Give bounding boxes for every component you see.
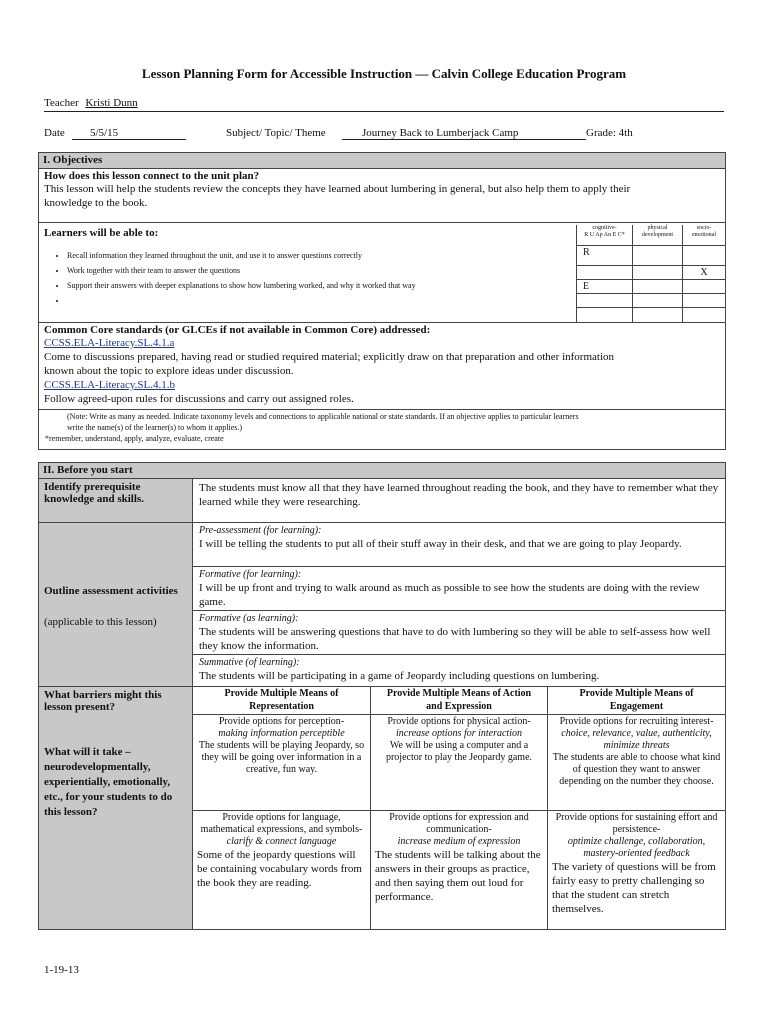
cognitive-header-line2: R U Ap An E C* <box>584 232 625 238</box>
assessment-label-cell <box>39 523 192 687</box>
udl-r2-c1-guideline: clarify & connect language <box>226 836 337 847</box>
physical-header-line1: physical <box>647 225 668 231</box>
grid-r2-c1 <box>576 265 632 279</box>
footer-code: 1-19-13 <box>44 964 79 976</box>
socio-header <box>682 225 725 245</box>
subject-label: Subject/ Topic/ Theme <box>226 127 326 139</box>
grid-r3-c3 <box>682 279 725 293</box>
barriers-label-cell <box>39 687 192 929</box>
grid-r3-c1: E <box>576 279 632 293</box>
objectives-section <box>38 152 726 450</box>
grid-r1-c2 <box>632 245 682 265</box>
cognitive-header-line1: cognitive- <box>592 225 617 231</box>
col-action-head: Provide Multiple Means of Action and Expression <box>370 687 547 715</box>
before-heading: II. Before you start <box>39 463 725 479</box>
note-line-1: (Note: Write as many as needed. Indicate taxonomy levels and connections to applicable national or state standards. If an objective applies to particular learners <box>67 412 579 421</box>
standard-2-link[interactable]: CCSS.ELA-Literacy.SL.4.1.b <box>44 379 175 391</box>
udl-r1-c2-prompt: Provide options for physical action- <box>387 716 531 727</box>
date-value[interactable]: 5/5/15 <box>72 127 186 140</box>
note-line-3: *remember, understand, apply, analyze, evaluate, create <box>45 434 224 443</box>
udl-r1-c1 <box>192 715 370 811</box>
cognitive-header <box>576 225 632 245</box>
note-line-2: write the name(s) of the learner(s) to whom it applies.) <box>67 423 243 432</box>
connect-question: How does this lesson connect to the unit plan? <box>44 170 260 182</box>
standard-1-text-2: known about the topic to explore ideas under discussion. <box>44 365 294 377</box>
pre-assessment-text: I will be telling the students to put all of their stuff away in their desk, and that we are going to play Jeopardy. <box>199 538 682 550</box>
grid-r5-c1 <box>576 307 632 323</box>
formative-as-text: The students will be answering questions that have to do with lumbering so they will be able to self-assess how well they know the information. <box>199 626 711 652</box>
before-section <box>38 462 726 930</box>
udl-r1-c1-response: The students will be playing Jeopardy, so they will be going over information in a creative, fun way. <box>198 740 365 775</box>
udl-r2-c3-guideline: optimize challenge, collaboration, mastery-oriented feedback <box>567 836 706 859</box>
objective-item <box>67 293 587 308</box>
objective-item: • Work together with their team to answer the questions <box>67 263 587 278</box>
formative-as <box>192 611 725 655</box>
formative-for-text: I will be up front and trying to walk around as much as possible to see how the students are doing with the review game. <box>199 582 700 608</box>
udl-r1-c3-response: The students are able to choose what kind of question they want to answer depending on the number they choose. <box>552 752 721 787</box>
taxonomy-grid <box>576 223 725 323</box>
udl-r2-c1 <box>192 811 370 929</box>
teacher-label: Teacher <box>44 97 79 109</box>
teacher-value[interactable]: Kristi Dunn <box>85 97 138 109</box>
unit-connection <box>44 170 720 210</box>
physical-header <box>632 225 682 245</box>
connect-answer-2: knowledge to the book. <box>44 197 148 209</box>
udl-r2-c1-response: Some of the jeopardy questions will be containing vocabulary words from the book they are reading. <box>197 849 362 889</box>
standard-1-text-1: Come to discussions prepared, having read or studied required material; explicitly draw on that preparation and other information <box>44 351 614 363</box>
grid-r4-c2 <box>632 293 682 307</box>
pre-assessment-label: Pre-assessment (for learning): <box>199 525 322 536</box>
grid-r5-c2 <box>632 307 682 323</box>
teacher-line <box>44 97 724 112</box>
udl-r1-c3 <box>547 715 725 811</box>
grid-r1-c3 <box>682 245 725 265</box>
grid-r2-c2 <box>632 265 682 279</box>
col-representation-head: Provide Multiple Means of Representation <box>192 687 370 715</box>
col-engagement-head: Provide Multiple Means of Engagement <box>547 687 725 715</box>
udl-r2-c3-response: The variety of questions will be from fairly easy to pretty challenging so that the student can stretch themselves. <box>552 861 716 915</box>
date-line <box>44 127 744 141</box>
udl-r2-c2-guideline: increase medium of expression <box>397 836 521 847</box>
prereq-text: The students must know all that they have learned throughout reading the book, and they have to remember what they learned while they were researching. <box>192 479 725 523</box>
socio-header-line1: socio- <box>696 225 712 231</box>
udl-r1-c1-prompt: Provide options for perception- <box>218 716 345 727</box>
objective-list <box>39 248 587 308</box>
udl-r2-c2 <box>370 811 547 929</box>
objective-item: • Support their answers with deeper explanations to show how lumbering worked, and why it worked that way <box>67 278 587 293</box>
socio-header-line2: emotional <box>692 232 716 238</box>
formative-for-label: Formative (for learning): <box>199 569 302 580</box>
subject-value[interactable]: Journey Back to Lumberjack Camp <box>342 127 586 140</box>
standards-question: Common Core standards (or GLCEs if not available in Common Core) addressed: <box>44 324 431 336</box>
learners-block <box>39 222 725 323</box>
udl-r2-c2-prompt: Provide options for expression and communication- <box>389 812 529 835</box>
objectives-heading: I. Objectives <box>39 153 725 169</box>
note-block <box>39 409 725 450</box>
udl-r1-c2 <box>370 715 547 811</box>
prereq-label: Identify prerequisite knowledge and skills. <box>39 479 192 523</box>
grade-value: Grade: 4th <box>586 127 633 139</box>
assess-label-2: (applicable to this lesson) <box>44 616 157 628</box>
barriers-question-2: What will it take – neurodevelopmentally, experientially, emotionally, etc., for your students to do this lesson? <box>44 746 173 818</box>
summative <box>192 655 725 687</box>
form-title: Lesson Planning Form for Accessible Instruction — Calvin College Education Program <box>141 66 627 81</box>
grid-r4-c3 <box>682 293 725 307</box>
grid-r2-c3: X <box>682 265 725 279</box>
learners-label: Learners will be able to: <box>44 227 159 239</box>
physical-header-line2: development <box>642 232 673 238</box>
grid-r5-c3 <box>682 307 725 323</box>
udl-r1-c2-guideline: increase options for interaction <box>395 728 522 739</box>
standard-2-text: Follow agreed-upon rules for discussions and carry out assigned roles. <box>44 393 354 405</box>
assess-label-1: Outline assessment activities <box>44 585 178 597</box>
formative-for <box>192 567 725 611</box>
udl-r2-c2-response: The students will be talking about the answers in their groups as practice, and then saying them out loud for performance. <box>375 849 541 903</box>
grid-r3-c2 <box>632 279 682 293</box>
pre-assessment <box>192 523 725 567</box>
grid-r1-c1: R <box>576 245 632 265</box>
barriers-question-1: What barriers might this lesson present? <box>44 689 162 713</box>
udl-r1-c1-guideline: making information perceptible <box>218 728 345 739</box>
summative-label: Summative (of learning): <box>199 657 300 668</box>
standard-1-link[interactable]: CCSS.ELA-Literacy.SL.4.1.a <box>44 337 175 349</box>
udl-r2-c3 <box>547 811 725 929</box>
grid-r4-c1 <box>576 293 632 307</box>
date-label: Date <box>44 127 65 139</box>
summative-text: The students will be participating in a game of Jeopardy including questions on lumbering. <box>199 670 600 682</box>
objective-item: • Recall information they learned throughout the unit, and use it to answer questions correctly <box>67 248 587 263</box>
standards-block <box>39 322 725 409</box>
udl-r2-c1-prompt: Provide options for language, mathematical expressions, and symbols- <box>200 812 363 835</box>
udl-r1-c2-response: We will be using a computer and a projector to play the Jeopardy game. <box>385 740 533 763</box>
udl-r2-c3-prompt: Provide options for sustaining effort and persistence- <box>555 812 718 835</box>
formative-as-label: Formative (as learning): <box>199 613 299 624</box>
udl-r1-c3-guideline: choice, relevance, value, authenticity, minimize threats <box>561 728 712 751</box>
udl-r1-c3-prompt: Provide options for recruiting interest- <box>559 716 714 727</box>
connect-answer-1: This lesson will help the students review the concepts they have learned about lumbering in general, but also help them to apply their <box>44 183 631 195</box>
